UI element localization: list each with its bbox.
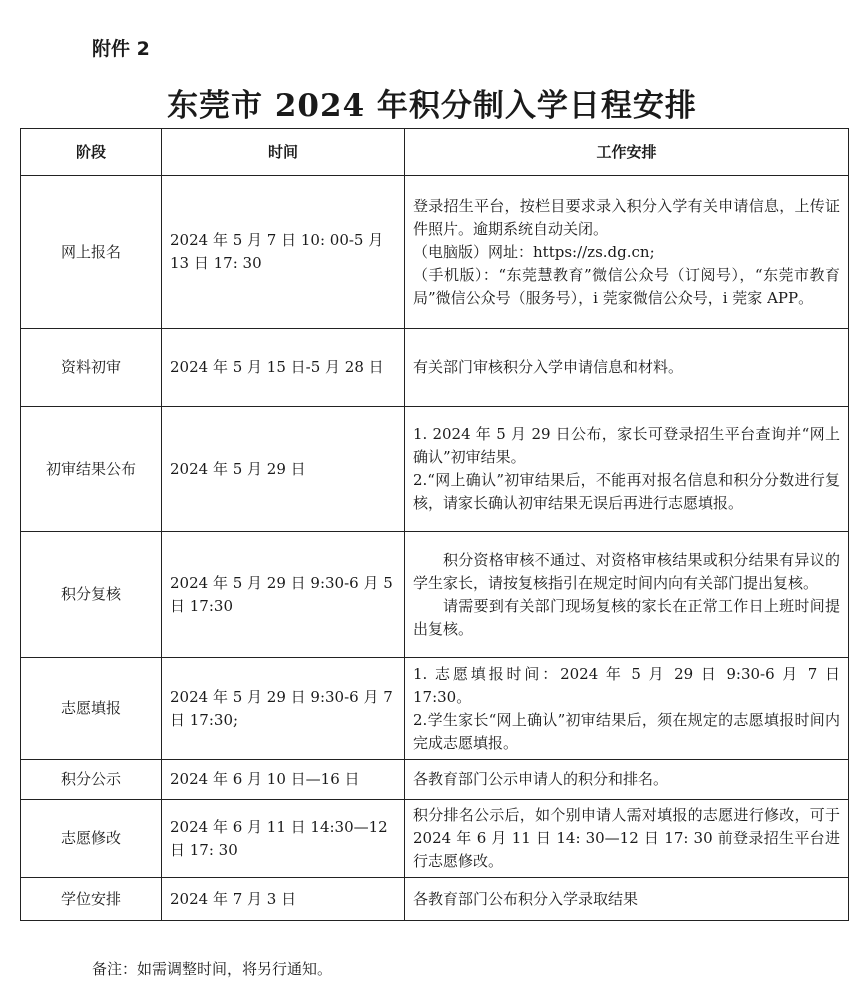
schedule-table bbox=[20, 128, 849, 921]
time-cell: 2024 年 5 月 15 日-5 月 28 日 bbox=[162, 329, 405, 407]
stage-cell: 积分公示 bbox=[21, 760, 162, 800]
arrangement-line: 积分排名公示后，如个别申请人需对填报的志愿进行修改，可于 2024 年 6 月 11 日 14: 30—12 日 17: 30 前登录招生平台进行志愿修改。 bbox=[413, 806, 840, 870]
stage-cell: 初审结果公布 bbox=[21, 407, 162, 532]
stage-cell: 志愿填报 bbox=[21, 658, 162, 760]
time-cell: 2024 年 5 月 7 日 10: 00-5 月 13 日 17: 30 bbox=[162, 176, 405, 329]
arrangement-cell bbox=[405, 658, 849, 760]
arrangement-cell bbox=[405, 800, 849, 878]
stage-cell: 志愿修改 bbox=[21, 800, 162, 878]
column-header-arrangement: 工作安排 bbox=[405, 129, 849, 176]
arrangement-cell bbox=[405, 407, 849, 532]
arrangement-line: 各教育部门公布积分入学录取结果 bbox=[413, 889, 639, 908]
arrangement-line: （手机版）：“东莞慧教育”微信公众号（订阅号），“东莞市教育局”微信公众号（服务号），i 莞家微信公众号，i 莞家 APP。 bbox=[413, 265, 840, 307]
column-header-time: 时间 bbox=[162, 129, 405, 176]
arrangement-cell bbox=[405, 329, 849, 407]
table-header-row bbox=[21, 129, 849, 176]
arrangement-line: 有关部门审核积分入学申请信息和材料。 bbox=[413, 358, 684, 376]
time-cell: 2024 年 5 月 29 日 9:30-6 月 5 日 17:30 bbox=[162, 532, 405, 658]
arrangement-line: 积分资格审核不通过、对资格审核结果或积分结果有异议的学生家长，请按复核指引在规定时间内向有关部门提出复核。 bbox=[413, 550, 840, 592]
table-row bbox=[21, 407, 849, 532]
stage-cell: 资料初审 bbox=[21, 329, 162, 407]
table-row bbox=[21, 176, 849, 329]
arrangement-line: 1. 志愿填报时间：2024 年 5 月 29 日 9:30-6 月 7 日 17:30。 bbox=[413, 664, 840, 706]
arrangement-cell bbox=[405, 878, 849, 921]
time-cell: 2024 年 6 月 11 日 14:30—12 日 17: 30 bbox=[162, 800, 405, 878]
arrangement-cell bbox=[405, 760, 849, 800]
table-row bbox=[21, 329, 849, 407]
page-title: 东莞市 2024 年积分制入学日程安排 bbox=[167, 88, 697, 124]
arrangement-line: 请需要到有关部门现场复核的家长在正常工作日上班时间提出复核。 bbox=[413, 596, 840, 638]
time-cell: 2024 年 5 月 29 日 bbox=[162, 407, 405, 532]
table-row bbox=[21, 532, 849, 658]
column-header-stage: 阶段 bbox=[21, 129, 162, 176]
arrangement-cell bbox=[405, 532, 849, 658]
arrangement-line: （电脑版）网址：https://zs.dg.cn; bbox=[413, 242, 655, 261]
arrangement-line: 1. 2024 年 5 月 29 日公布，家长可登录招生平台查询并“网上确认”初审结果。 bbox=[413, 425, 840, 466]
stage-cell: 积分复核 bbox=[21, 532, 162, 658]
arrangement-cell bbox=[405, 176, 849, 329]
arrangement-line: 各教育部门公示申请人的积分和排名。 bbox=[413, 770, 669, 788]
time-cell: 2024 年 6 月 10 日—16 日 bbox=[162, 760, 405, 800]
stage-cell: 网上报名 bbox=[21, 176, 162, 329]
time-cell: 2024 年 5 月 29 日 9:30-6 月 7 日 17:30; bbox=[162, 658, 405, 760]
arrangement-line: 2.学生家长“网上确认”初审结果后，须在规定的志愿填报时间内完成志愿填报。 bbox=[413, 710, 840, 752]
attachment-label: 附件 2 bbox=[92, 38, 150, 60]
arrangement-line: 2.“网上确认”初审结果后，不能再对报名信息和积分分数进行复核，请家长确认初审结果无误后再进行志愿填报。 bbox=[413, 471, 840, 512]
table-row bbox=[21, 658, 849, 760]
table-row bbox=[21, 760, 849, 800]
footer-note: 备注：如需调整时间，将另行通知。 bbox=[92, 960, 333, 978]
time-cell: 2024 年 7 月 3 日 bbox=[162, 878, 405, 921]
arrangement-line: 登录招生平台，按栏目要求录入积分入学有关申请信息，上传证件照片。逾期系统自动关闭。 bbox=[413, 196, 840, 238]
table-row bbox=[21, 878, 849, 921]
table-row bbox=[21, 800, 849, 878]
stage-cell: 学位安排 bbox=[21, 878, 162, 921]
